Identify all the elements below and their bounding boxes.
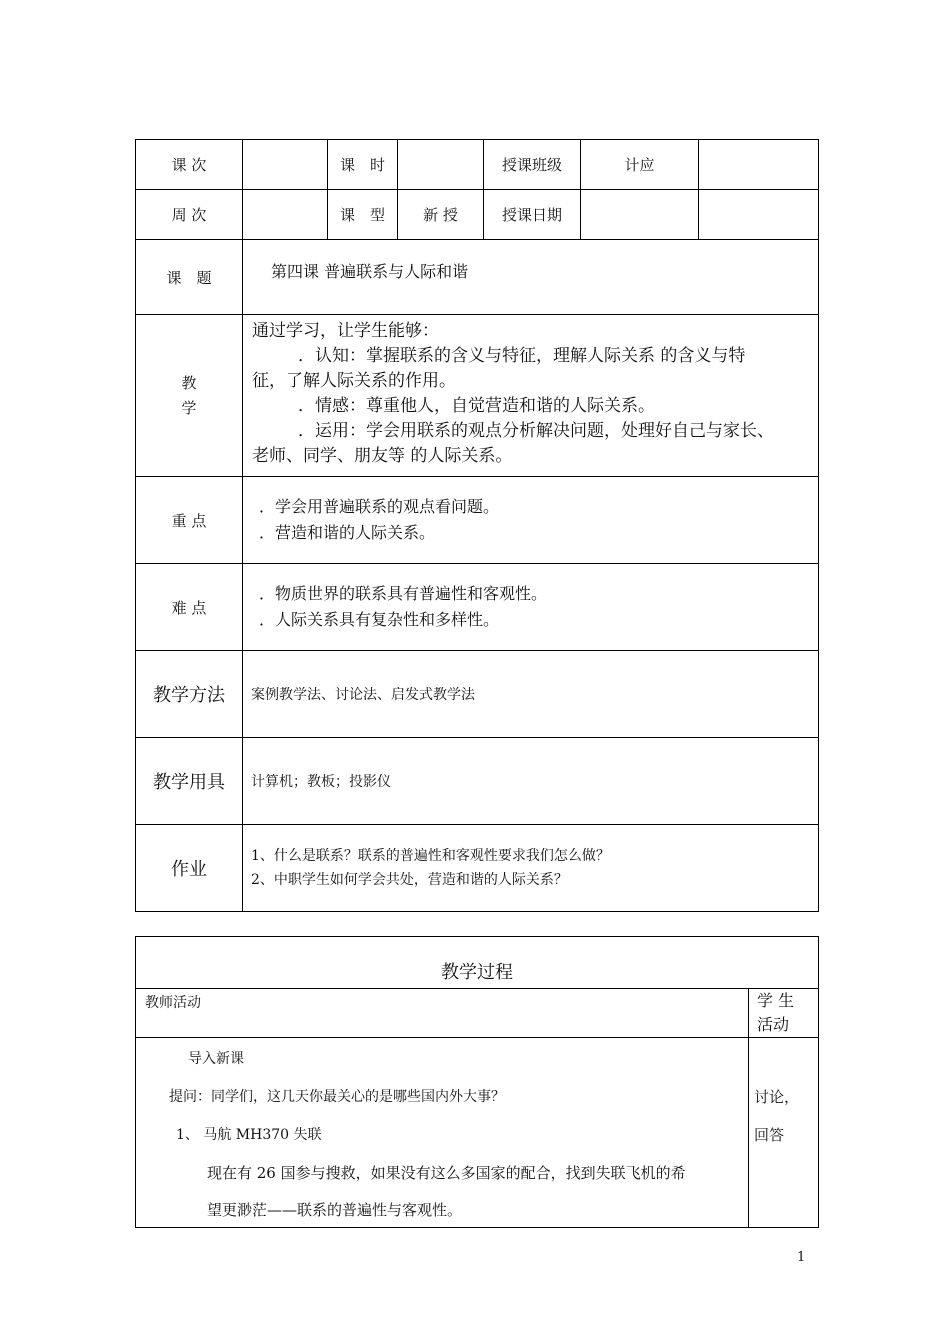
objectives-content bbox=[243, 315, 819, 477]
teacher-line-intro: 导入新课 bbox=[188, 1051, 244, 1067]
objectives-label-line1: 教 bbox=[181, 373, 197, 392]
key-points-label: 重 点 bbox=[136, 477, 243, 564]
homework-label: 作业 bbox=[136, 825, 243, 912]
objective-application-cont: 老师、同学、朋友等 的人际关系。 bbox=[252, 446, 513, 466]
process-title: 教学过程 bbox=[136, 937, 819, 989]
objective-emotional: ．情感：尊重他人，自觉营造和谐的人际关系。 bbox=[298, 396, 655, 416]
tools-label: 教学用具 bbox=[136, 738, 243, 825]
homework-content bbox=[243, 825, 819, 912]
week-label: 周 次 bbox=[136, 190, 243, 240]
teaching-process-table bbox=[135, 936, 819, 1228]
class-value: 计应 bbox=[581, 140, 699, 190]
class-hours-label: 课 时 bbox=[328, 140, 398, 190]
teacher-activity-header: 教师活动 bbox=[136, 989, 749, 1038]
difficulty-2: ．人际关系具有复杂性和多样性。 bbox=[259, 610, 500, 629]
homework-item-1: 1、什么是联系？联系的普遍性和客观性要求我们怎么做？ bbox=[251, 848, 610, 864]
empty-cell bbox=[699, 140, 819, 190]
objective-application: ．运用：学会用联系的观点分析解决问题，处理好自己与家长、 bbox=[298, 421, 774, 441]
student-activity-header bbox=[749, 989, 819, 1038]
lesson-type-label: 课 型 bbox=[328, 190, 398, 240]
objective-cognitive-cont: 征，了解人际关系的作用。 bbox=[252, 371, 456, 391]
objectives-label bbox=[136, 315, 243, 477]
key-point-2: ．营造和谐的人际关系。 bbox=[259, 523, 436, 542]
student-line-1: 讨论， bbox=[754, 1088, 800, 1106]
lesson-type-value: 新 授 bbox=[398, 190, 484, 240]
methods-value: 案例教学法、讨论法、启发式教学法 bbox=[243, 651, 819, 738]
objective-cognitive: ．认知：掌握联系的含义与特征，理解人际关系 的含义与特 bbox=[298, 346, 746, 366]
student-header-line2: 活动 bbox=[757, 1015, 790, 1034]
homework-item-2: 2、中职学生如何学会共处，营造和谐的人际关系？ bbox=[251, 872, 568, 888]
page-number: 1 bbox=[797, 1250, 806, 1265]
teacher-line-detail-1: 现在有 26 国参与搜救，如果没有这么多国家的配合，找到失联飞机的希 bbox=[207, 1164, 686, 1182]
teacher-line-example-1: 1、 马航 MH370 失联 bbox=[176, 1127, 322, 1143]
date-value bbox=[581, 190, 699, 240]
student-line-2: 回答 bbox=[754, 1126, 785, 1144]
class-hours-value bbox=[398, 140, 484, 190]
teacher-line-question: 提问：同学们，这几天你最关心的是哪些国内外大事？ bbox=[169, 1089, 505, 1105]
lesson-number-label: 课 次 bbox=[136, 140, 243, 190]
methods-label: 教学方法 bbox=[136, 651, 243, 738]
difficulties-content bbox=[243, 564, 819, 651]
topic-value: 第四课 普遍联系与人际和谐 bbox=[243, 240, 819, 315]
class-label: 授课班级 bbox=[484, 140, 581, 190]
objectives-label-line2: 学 bbox=[181, 398, 197, 417]
student-header-line1: 学 生 bbox=[757, 991, 795, 1010]
lesson-info-table bbox=[135, 139, 819, 912]
teacher-activity-content bbox=[136, 1038, 749, 1228]
objectives-intro: 通过学习，让学生能够： bbox=[252, 321, 439, 341]
teacher-line-detail-2: 望更渺茫——联系的普遍性与客观性。 bbox=[207, 1201, 463, 1219]
difficulty-1: ．物质世界的联系具有普遍性和客观性。 bbox=[259, 584, 548, 603]
student-activity-content bbox=[749, 1038, 819, 1228]
empty-cell bbox=[699, 190, 819, 240]
topic-label: 课 题 bbox=[136, 240, 243, 315]
lesson-number-value bbox=[243, 140, 328, 190]
week-value bbox=[243, 190, 328, 240]
key-points-content bbox=[243, 477, 819, 564]
difficulties-label: 难 点 bbox=[136, 564, 243, 651]
tools-value: 计算机；教板；投影仪 bbox=[243, 738, 819, 825]
date-label: 授课日期 bbox=[484, 190, 581, 240]
key-point-1: ．学会用普遍联系的观点看问题。 bbox=[259, 497, 500, 516]
